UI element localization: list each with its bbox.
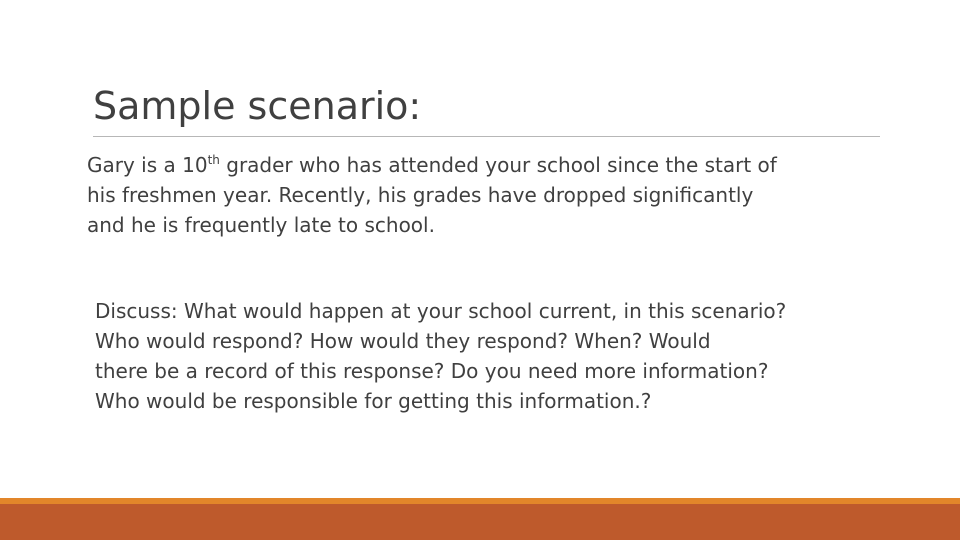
scenario-line-3: and he is frequently late to school. [87,213,435,237]
discussion-line-1: Discuss: What would happen at your school current, in this scenario? [95,299,787,323]
scenario-line-2: his freshmen year. Recently, his grades have dropped significantly [87,183,754,207]
discussion-line-3: there be a record of this response? Do you need more information? [95,359,769,383]
scenario-line-1-start: Gary is a 10 [87,153,208,177]
discussion-line-2: Who would respond? How would they respond? When? Would [95,329,711,353]
scenario-line-1-end: grader who has attended your school since the start of [219,153,777,177]
scenario-line-1 [87,150,887,180]
discussion-line-4: Who would be responsible for getting this information.? [95,389,652,413]
discussion-paragraph [95,296,895,416]
slide-title: Sample scenario: [93,84,422,128]
ordinal-suffix: th [207,153,220,167]
scenario-paragraph [87,150,887,240]
footer-band [0,504,960,540]
title-divider [93,136,880,137]
